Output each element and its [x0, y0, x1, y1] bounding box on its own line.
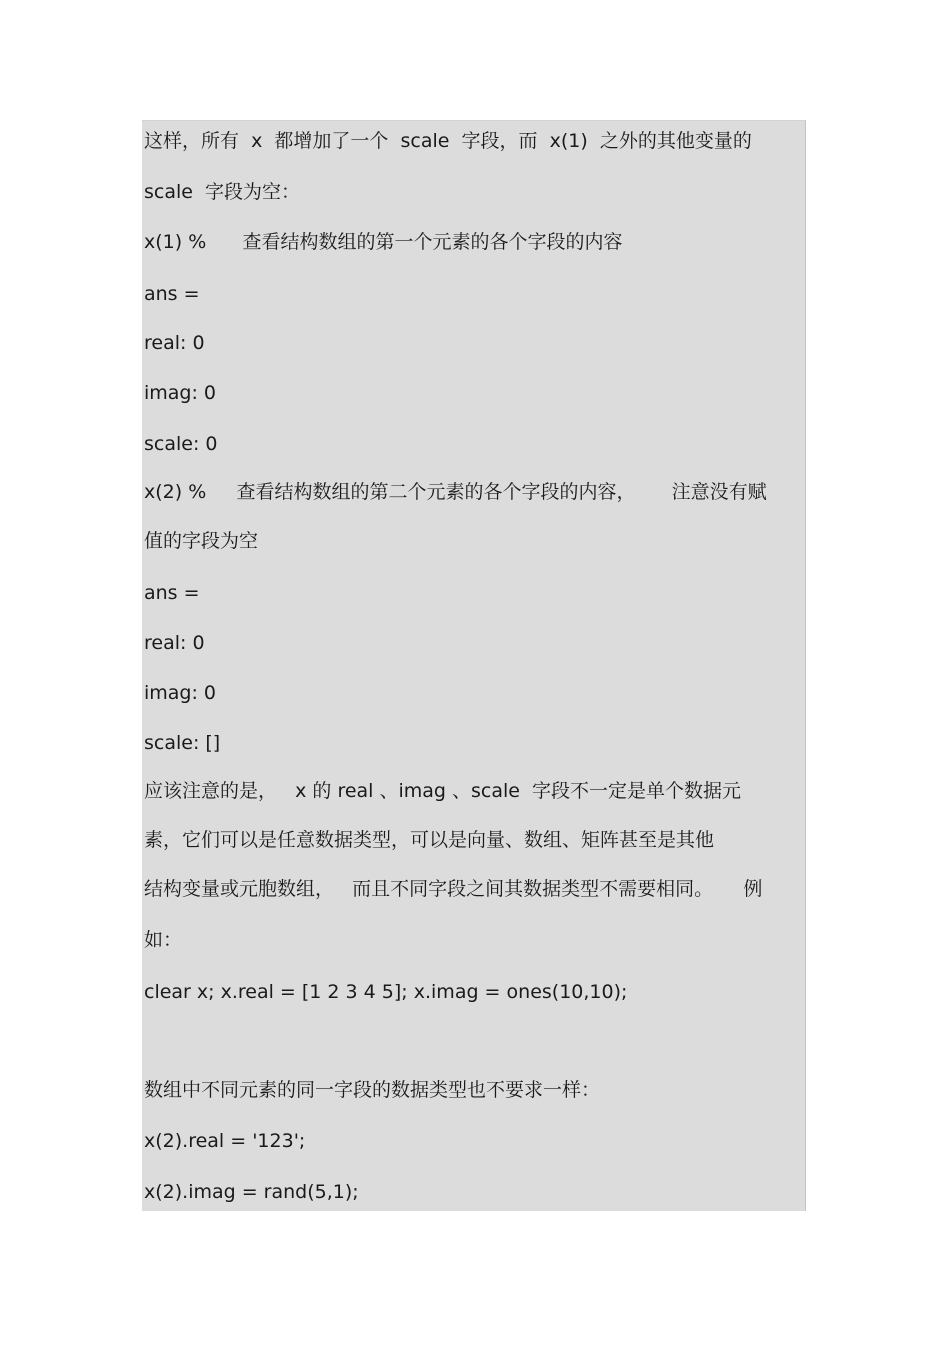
content-box [142, 120, 806, 1211]
text-line: x(1) % 查看结构数组的第一个元素的各个字段的内容 [144, 231, 623, 253]
text-line: 如： [144, 929, 183, 951]
text-line: 素，它们可以是任意数据类型，可以是向量、数组、矩阵甚至是其他 [144, 829, 715, 851]
text-line: x(2).imag = rand(5,1); [144, 1181, 359, 1203]
text-line: 应该注意的是， x 的 real 、imag 、scale 字段不一定是单个数据元 [144, 780, 742, 802]
text-line: scale: 0 [144, 433, 218, 455]
text-line: x(2).real = '123'; [144, 1130, 306, 1152]
text-line: real: 0 [144, 332, 205, 354]
text-line: ans = [144, 283, 200, 305]
text-line: clear x; x.real = [1 2 3 4 5]; x.imag = ones(10,10); [144, 981, 628, 1003]
text-line: scale: [] [144, 732, 221, 754]
text-line: 这样，所有 x 都增加了一个 scale 字段，而 x(1) 之外的其他变量的 [144, 130, 752, 152]
text-line: scale 字段为空： [144, 181, 301, 203]
text-line: x(2) % 查看结构数组的第二个元素的各个字段的内容， 注意没有赋 [144, 481, 767, 503]
text-line: imag: 0 [144, 682, 217, 704]
text-line: ans = [144, 582, 200, 604]
text-line: 值的字段为空 [144, 530, 259, 552]
text-line: 结构变量或元胞数组， 而且不同字段之间其数据类型不需要相同。 例 [144, 878, 763, 900]
text-line: imag: 0 [144, 382, 217, 404]
text-line: 数组中不同元素的同一字段的数据类型也不要求一样： [144, 1079, 601, 1101]
text-line: real: 0 [144, 632, 205, 654]
